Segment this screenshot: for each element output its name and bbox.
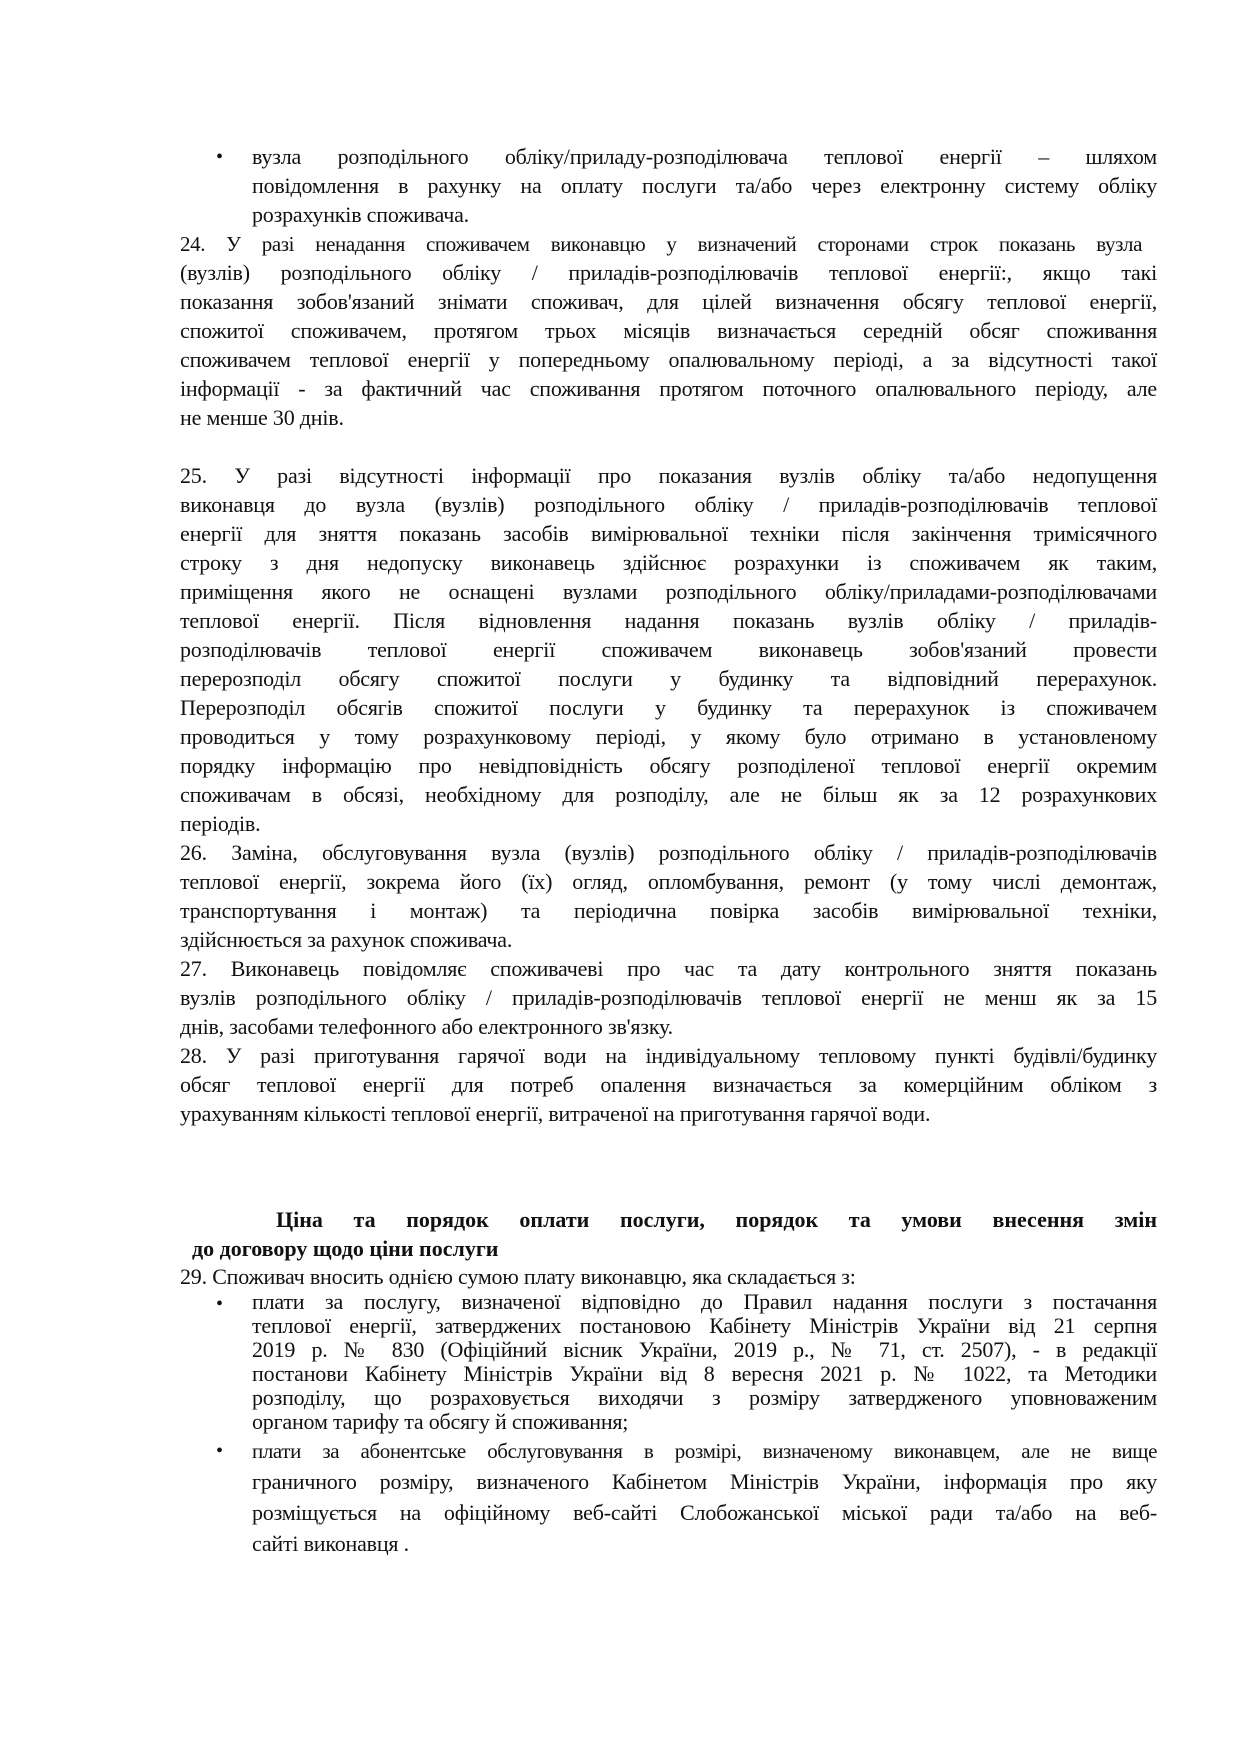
bullet-icon: • — [216, 1440, 224, 1462]
text-line: періодів. — [180, 811, 261, 836]
text-line: проводиться у тому розрахунковому періоді, у якому було отримано в установленому — [180, 724, 1157, 749]
bullet-icon: • — [216, 146, 224, 168]
text-line: транспортування і монтаж) та періодична повірка засобів вимірювальної техніки, — [180, 898, 1157, 923]
text-line: розміщується на офіційному веб-сайті Слобожанської міської ради та/або на веб- — [252, 1500, 1157, 1525]
text-line: Перерозподіл обсягів спожитої послуги у будинку та перерахунок із споживачем — [180, 695, 1157, 720]
text-line: вузлів розподільного обліку / приладів-розподілювачів теплової енергії не менш як за 15 — [180, 985, 1157, 1010]
text-line: сайті виконавця . — [252, 1531, 409, 1556]
text-line: перерозподіл обсягу спожитої послуги у будинку та відповідний перерахунок. — [180, 666, 1157, 691]
text-line: споживачем теплової енергії у попередньому опалювальному періоді, а за відсутності такої — [180, 347, 1157, 372]
text-line: (вузлів) розподільного обліку / приладів-розподілювачів теплової енергії:, якщо такі — [180, 260, 1157, 285]
text-line: плати за послугу, визначеної відповідно до Правил надання послуги з постачання — [252, 1289, 1157, 1314]
text-line: плати за абонентське обслуговування в розмірі, визначеному виконавцем, але не вище — [252, 1439, 1157, 1463]
text-line: днів, засобами телефонного або електронного зв'язку. — [180, 1014, 673, 1039]
bullet-icon: • — [216, 1293, 224, 1315]
text-line: граничного розміру, визначеного Кабінетом Міністрів України, інформація про яку — [252, 1469, 1157, 1494]
text-line: теплової енергії. Після відновлення надання показань вузлів обліку / приладів- — [180, 608, 1157, 633]
text-line: розподілювачів теплової енергії споживачем виконавець зобов'язаний провести — [180, 637, 1157, 662]
text-line: розподілу, що розраховується виходячи з розміру затвердженого уповноваженим — [252, 1385, 1157, 1410]
heading-line: до договору щодо ціни послуги — [192, 1236, 499, 1261]
text-line: постанови Кабінету Міністрів України від 8 вересня 2021 р. № 1022, та Методики — [252, 1361, 1157, 1386]
text-line: обсяг теплової енергії для потреб опалення визначається за комерційним обліком з — [180, 1072, 1157, 1097]
text-line: 26. Заміна, обслуговування вузла (вузлів) розподільного обліку / приладів-розподілювачів — [180, 840, 1157, 865]
text-line: теплової енергії, затверджених постановою Кабінету Міністрів України від 21 серпня — [252, 1313, 1157, 1338]
text-line: споживачам в обсязі, необхідному для розподілу, але не більш як за 12 розрахункових — [180, 782, 1157, 807]
text-line: приміщення якого не оснащені вузлами розподільного обліку/приладами-розподілювачами — [180, 579, 1157, 604]
text-line: не менше 30 днів. — [180, 405, 344, 430]
text-line: 27. Виконавець повідомляє споживачеві про час та дату контрольного зняття показань — [180, 956, 1157, 981]
text-line: строку з дня недопуску виконавець здійснює розрахунки із споживачем як таким, — [180, 550, 1157, 575]
heading-line: Ціна та порядок оплати послуги, порядок та умови внесення змін — [276, 1207, 1157, 1232]
text-line: спожитої споживачем, протягом трьох місяців визначається середній обсяг споживання — [180, 318, 1157, 343]
text-line: 24. У разі ненадання споживачем виконавцю у визначений сторонами строк показань вузла — [180, 232, 1142, 256]
text-line: 29. Споживач вносить однією сумою плату виконавцю, яка складається з: — [180, 1264, 856, 1289]
text-line: урахуванням кількості теплової енергії, витраченої на приготування гарячої води. — [180, 1101, 931, 1126]
text-line: повідомлення в рахунку на оплату послуги та/або через електронну систему обліку — [252, 173, 1157, 198]
text-line: інформації - за фактичний час споживання протягом поточного опалювального періоду, але — [180, 376, 1157, 401]
text-line: 25. У разі відсутності інформації про показания вузлів обліку та/або недопущення — [180, 463, 1157, 488]
text-line: теплової енергії, зокрема його (їх) огляд, опломбування, ремонт (у тому числі демонтаж, — [180, 869, 1157, 894]
text-line: здійснюється за рахунок споживача. — [180, 927, 513, 952]
text-line: 2019 р. № 830 (Офіційний вісник України, 2019 р., № 71, ст. 2507), - в редакції — [252, 1337, 1157, 1362]
text-line: органом тарифу та обсягу й споживання; — [252, 1409, 629, 1434]
text-line: вузла розподільного обліку/приладу-розподілювача теплової енергії – шляхом — [252, 144, 1157, 169]
text-line: енергії для зняття показань засобів вимірювальної техніки після закінчення тримісячного — [180, 521, 1157, 546]
text-line: показання зобов'язаний знімати споживач, для цілей визначення обсягу теплової енергії, — [180, 289, 1157, 314]
text-line: розрахунків споживача. — [252, 202, 469, 227]
text-line: 28. У разі приготування гарячої води на індивідуальному тепловому пункті будівлі/будинку — [180, 1043, 1157, 1068]
text-line: порядку інформацію про невідповідність обсягу розподіленої теплової енергії окремим — [180, 753, 1157, 778]
text-line: виконавця до вузла (вузлів) розподільного обліку / приладів-розподілювачів теплової — [180, 492, 1157, 517]
